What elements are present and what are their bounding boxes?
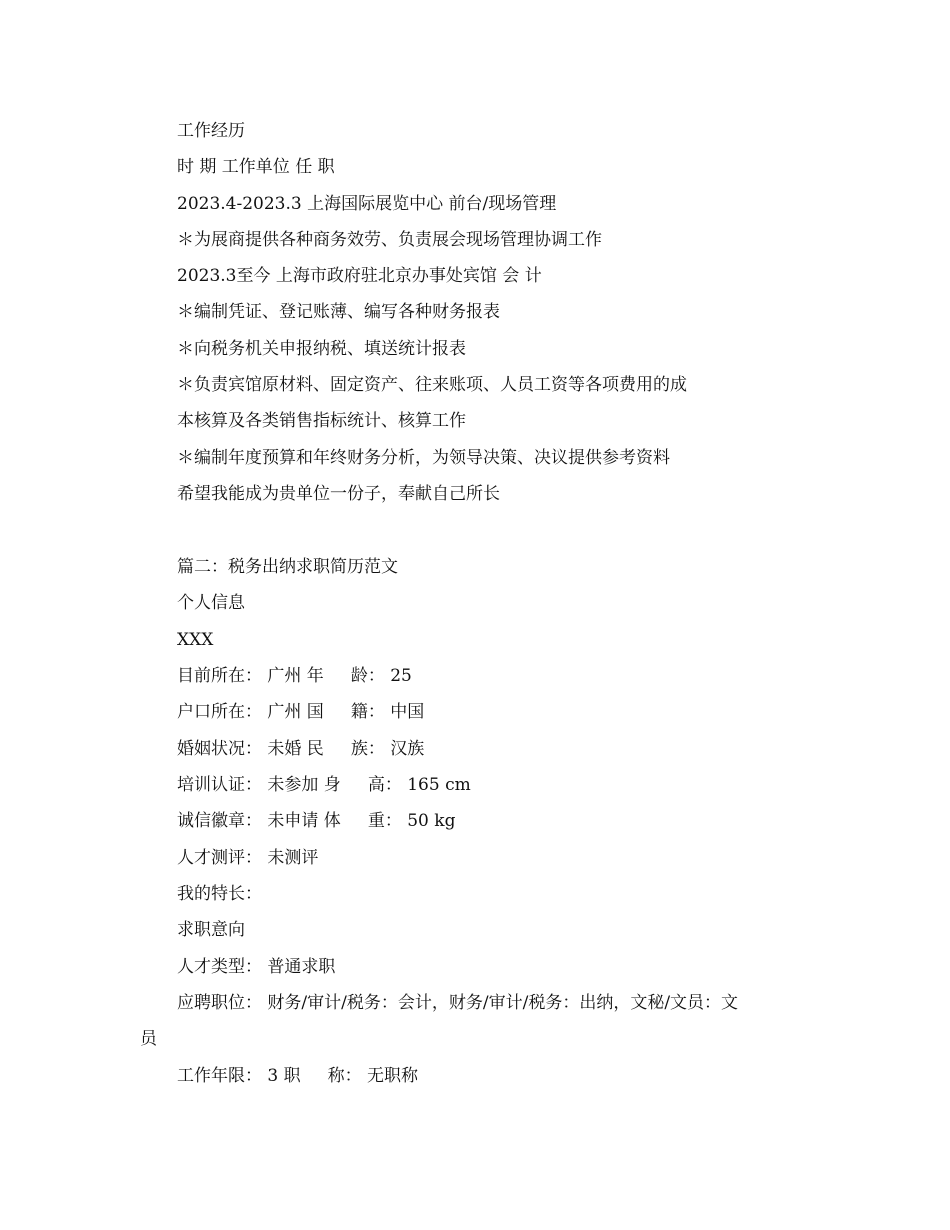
info-training-height: 培训认证： 未参加 身 高： 165 cm (177, 775, 471, 795)
applicant-name: XXX (177, 630, 214, 650)
section-heading-personal-info: 个人信息 (177, 593, 245, 613)
work-entry-1-duty: ＊为展商提供各种商务效劳、负责展会现场管理协调工作 (177, 230, 602, 250)
work-entry-2-duty-3-cont: 本核算及各类销售指标统计、核算工作 (177, 411, 466, 431)
closing-statement: 希望我能成为贵单位一份子，奉献自己所长 (177, 484, 500, 504)
intention-years-title: 工作年限： 3 职 称： 无职称 (177, 1066, 419, 1086)
info-badge-weight: 诚信徽章： 未申请 体 重： 50 kg (177, 811, 456, 831)
intention-positions-cont: 员 (140, 1029, 157, 1049)
section-title-part-two: 篇二：税务出纳求职简历范文 (177, 557, 398, 577)
work-entry-2-duty-1: ＊编制凭证、登记账薄、编写各种财务报表 (177, 302, 500, 322)
info-specialty: 我的特长： (177, 884, 262, 904)
intention-positions: 应聘职位： 财务/审计/税务：会计，财务/审计/税务：出纳，文秘/文员：文 (177, 993, 739, 1013)
info-marital-ethnicity: 婚姻状况： 未婚 民 族： 汉族 (177, 739, 425, 759)
work-entry-2: 2023.3至今 上海市政府驻北京办事处宾馆 会 计 (177, 266, 542, 286)
work-entry-2-duty-2: ＊向税务机关申报纳税、填送统计报表 (177, 339, 466, 359)
intention-talent-type: 人才类型： 普通求职 (177, 957, 336, 977)
work-entry-2-duty-4: ＊编制年度预算和年终财务分析，为领导决策、决议提供参考资料 (177, 448, 670, 468)
work-entry-1: 2023.4-2023.3 上海国际展览中心 前台/现场管理 (177, 194, 557, 214)
info-assessment: 人才测评： 未测评 (177, 848, 319, 868)
work-entry-2-duty-3: ＊负责宾馆原材料、固定资产、往来账项、人员工资等各项费用的成 (177, 375, 687, 395)
section-heading-work-experience: 工作经历 (177, 121, 245, 141)
work-table-header: 时 期 工作单位 任 职 (177, 157, 335, 177)
info-location-age: 目前所在： 广州 年 龄： 25 (177, 666, 412, 686)
section-heading-job-intention: 求职意向 (177, 920, 245, 940)
info-hukou-nationality: 户口所在： 广州 国 籍： 中国 (177, 702, 425, 722)
